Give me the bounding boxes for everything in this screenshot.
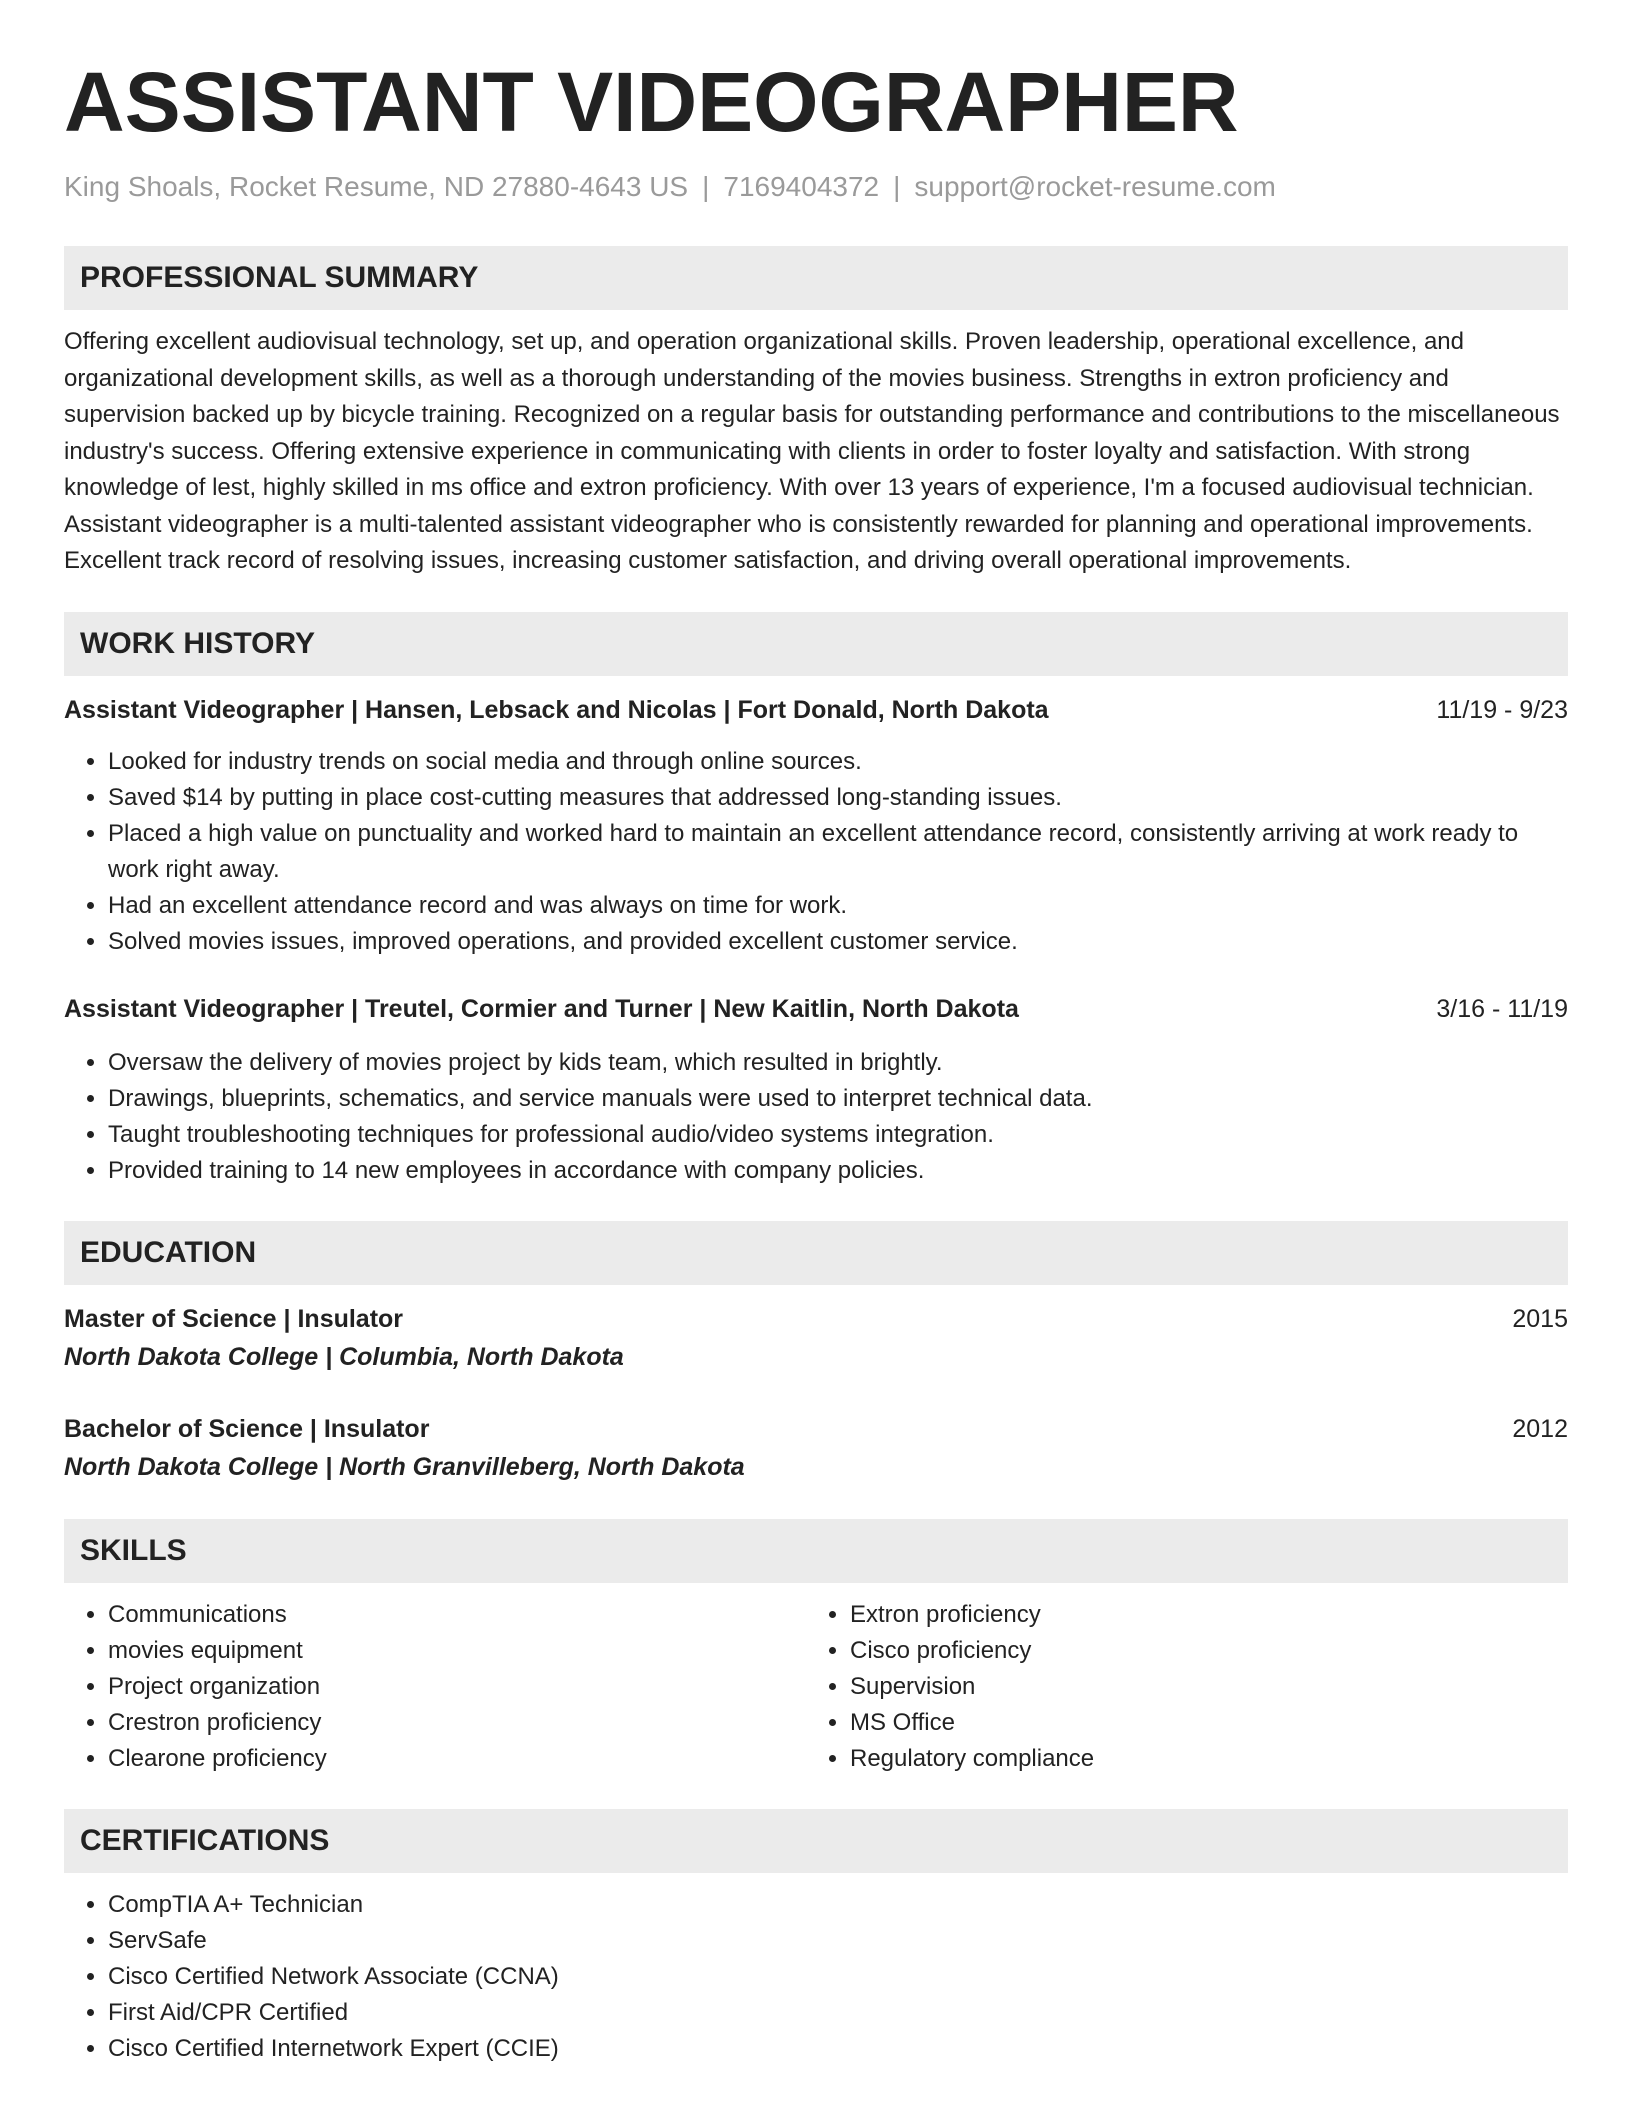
job-bullet: • Taught troubleshooting techniques for professional audio/video systems integration. bbox=[108, 1117, 1568, 1153]
education-degree: Bachelor of Science | Insulator bbox=[64, 1414, 430, 1443]
contact-phone: 7169404372 bbox=[723, 171, 880, 202]
job-bullet: • Drawings, blueprints, schematics, and service manuals were used to interpret technical data. bbox=[108, 1081, 1568, 1117]
job-bullet: • Oversaw the delivery of movies project by kids team, which resulted in brightly. bbox=[108, 1045, 1568, 1081]
certification-item: • Cisco Certified Internetwork Expert (CCIE) bbox=[108, 2031, 1568, 2067]
certification-item: • ServSafe bbox=[108, 1923, 1568, 1959]
job-bullet: • Solved movies issues, improved operations, and provided excellent customer service. bbox=[108, 924, 1568, 960]
resume-page bbox=[64, 52, 1568, 2067]
section-heading-education: EDUCATION bbox=[64, 1221, 1568, 1285]
skill-item: • movies equipment bbox=[108, 1633, 806, 1669]
skill-item: • Communications bbox=[108, 1597, 806, 1633]
contact-separator: | bbox=[893, 171, 901, 202]
job-entry bbox=[64, 692, 1568, 960]
skill-item: • MS Office bbox=[850, 1705, 1548, 1741]
skills-bullet-list bbox=[806, 1597, 1548, 1777]
job-header bbox=[64, 991, 1568, 1027]
contact-address: King Shoals, Rocket Resume, ND 27880-4643 US bbox=[64, 171, 689, 202]
job-bullet-list bbox=[64, 744, 1568, 960]
education-school: North Dakota College | North Granvilleberg, North Dakota bbox=[64, 1452, 745, 1481]
education-year: 2012 bbox=[1512, 1414, 1568, 1443]
candidate-name: ASSISTANT VIDEOGRAPHER bbox=[64, 55, 1239, 149]
job-dates: 3/16 - 11/19 bbox=[1436, 994, 1568, 1023]
education-year: 2015 bbox=[1512, 1304, 1568, 1333]
job-entry bbox=[64, 991, 1568, 1189]
skills-column-left bbox=[64, 1597, 806, 1777]
job-bullet: • Placed a high value on punctuality and worked hard to maintain an excellent attendance record, consistently arriving at work ready to work right away. bbox=[108, 816, 1568, 888]
skill-item: • Clearone proficiency bbox=[108, 1741, 806, 1777]
skill-item: • Regulatory compliance bbox=[850, 1741, 1548, 1777]
education-entry bbox=[64, 1301, 1568, 1375]
contact-line bbox=[64, 168, 1568, 206]
education-header bbox=[64, 1411, 1568, 1447]
skill-item: • Project organization bbox=[108, 1669, 806, 1705]
contact-email: support@rocket-resume.com bbox=[914, 171, 1276, 202]
certification-item: • First Aid/CPR Certified bbox=[108, 1995, 1568, 2031]
job-header bbox=[64, 692, 1568, 728]
job-title: Assistant Videographer | Treutel, Cormier and Turner | New Kaitlin, North Dakota bbox=[64, 994, 1019, 1023]
education-degree: Master of Science | Insulator bbox=[64, 1304, 404, 1333]
section-heading-summary: PROFESSIONAL SUMMARY bbox=[64, 246, 1568, 310]
skill-item: • Cisco proficiency bbox=[850, 1633, 1548, 1669]
skill-item: • Crestron proficiency bbox=[108, 1705, 806, 1741]
section-heading-certifications: CERTIFICATIONS bbox=[64, 1809, 1568, 1873]
section-heading-work-history: WORK HISTORY bbox=[64, 612, 1568, 676]
skills-list bbox=[64, 1597, 1568, 1777]
skill-item: • Extron proficiency bbox=[850, 1597, 1548, 1633]
education-header bbox=[64, 1301, 1568, 1337]
job-bullet: • Provided training to 14 new employees in accordance with company policies. bbox=[108, 1153, 1568, 1189]
job-title: Assistant Videographer | Hansen, Lebsack and Nicolas | Fort Donald, North Dakota bbox=[64, 695, 1049, 724]
skills-column-right bbox=[806, 1597, 1548, 1777]
contact-separator: | bbox=[702, 171, 710, 202]
job-bullet: • Had an excellent attendance record and was always on time for work. bbox=[108, 888, 1568, 924]
skills-bullet-list bbox=[64, 1597, 806, 1777]
education-entry bbox=[64, 1411, 1568, 1485]
job-dates: 11/19 - 9/23 bbox=[1436, 695, 1568, 724]
job-bullet: • Saved $14 by putting in place cost-cutting measures that addressed long-standing issues. bbox=[108, 780, 1568, 816]
summary-text: Offering excellent audiovisual technology, set up, and operation organizational skills. Proven leadership, operational excellence, and organizational development skills, as well as a thorough understanding of the movies business. Strengths in extron proficiency and supervision backed up by bicycle training. Recognized on a regular basis for outstanding performance and contributions to the miscellaneous industry's success. Offering extensive experience in communicating with clients in order to foster loyalty and satisfaction. With strong knowledge of lest, highly skilled in ms office and extron proficiency. With over 13 years of experience, I'm a focused audiovisual technician. Assistant videographer is a multi-talented assistant videographer who is consistently rewarded for planning and operational improvements. Excellent track record of resolving issues, increasing customer satisfaction, and driving overall operational improvements. bbox=[64, 328, 1560, 574]
skill-item: • Supervision bbox=[850, 1669, 1548, 1705]
certifications-list bbox=[64, 1887, 1568, 2067]
education-school: North Dakota College | Columbia, North Dakota bbox=[64, 1342, 624, 1371]
certification-item: • Cisco Certified Network Associate (CCNA) bbox=[108, 1959, 1568, 1995]
job-bullet: • Looked for industry trends on social media and through online sources. bbox=[108, 744, 1568, 780]
certification-item: • CompTIA A+ Technician bbox=[108, 1887, 1568, 1923]
section-heading-skills: SKILLS bbox=[64, 1519, 1568, 1583]
job-bullet-list bbox=[64, 1045, 1568, 1189]
